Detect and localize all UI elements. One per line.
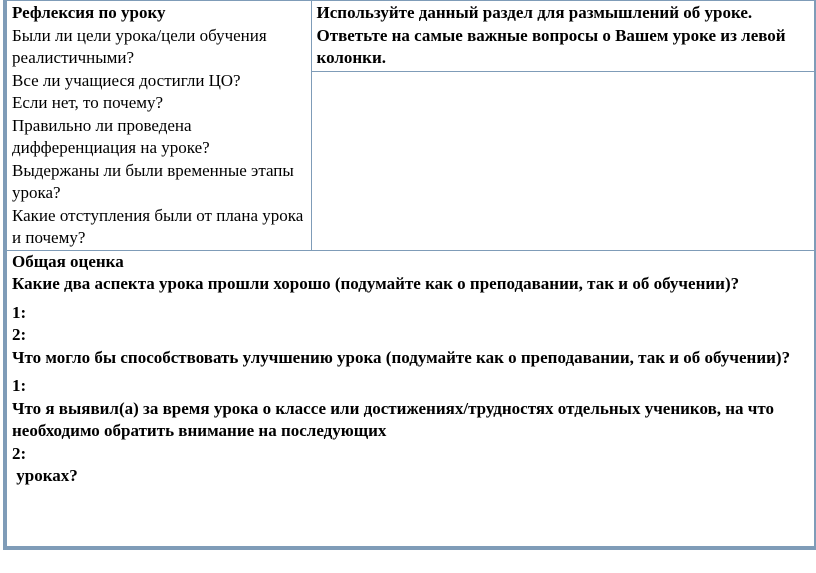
reflection-questions-cell — [5, 1, 311, 251]
reflection-instruction: Используйте данный раздел для размышлений об уроке. Ответьте на самые важные вопросы о Вашем уроке из левой колонки. — [316, 3, 786, 67]
went-well-item-2: 2: — [12, 325, 27, 344]
went-well-item-1: 1: — [12, 302, 27, 322]
question-if-not-why: Если нет, то почему? — [12, 93, 164, 112]
summary-question-discovered: Что я выявил(а) за время урока о классе или достижениях/трудностях отдельных учеников, на что необходимо обратить внимание на последующих — [12, 398, 775, 440]
reflection-instruction-cell — [311, 1, 816, 72]
discovered-item-2: 2: — [12, 443, 27, 463]
summary-title: Общая оценка — [12, 251, 124, 271]
question-plan-deviations: Какие отступления были от плана урока и почему? — [12, 205, 304, 247]
reflection-table — [3, 0, 816, 550]
reflection-notes-cell[interactable] — [311, 72, 816, 250]
question-time-stages: Выдержаны ли были временные этапы урока? — [12, 160, 294, 202]
question-goals-realistic: Были ли цели урока/цели обучения реалистичными? — [12, 25, 267, 67]
summary-question-improve: Что могло бы способствовать улучшению урока (подумайте как о преподавании, так и об обучении)? — [12, 347, 791, 367]
reflection-title: Рефлексия по уроку — [12, 3, 166, 22]
summary-cell — [5, 250, 816, 548]
question-differentiation: Правильно ли проведена дифференциация на уроке? — [12, 115, 210, 157]
discovered-question-end: уроках? — [12, 466, 78, 485]
summary-question-went-well: Какие два аспекта урока прошли хорошо (подумайте как о преподавании, так и об обучении)? — [12, 274, 740, 293]
question-all-achieved: Все ли учащиеся достигли ЦО? — [12, 70, 241, 90]
improve-item-1: 1: — [12, 376, 27, 395]
